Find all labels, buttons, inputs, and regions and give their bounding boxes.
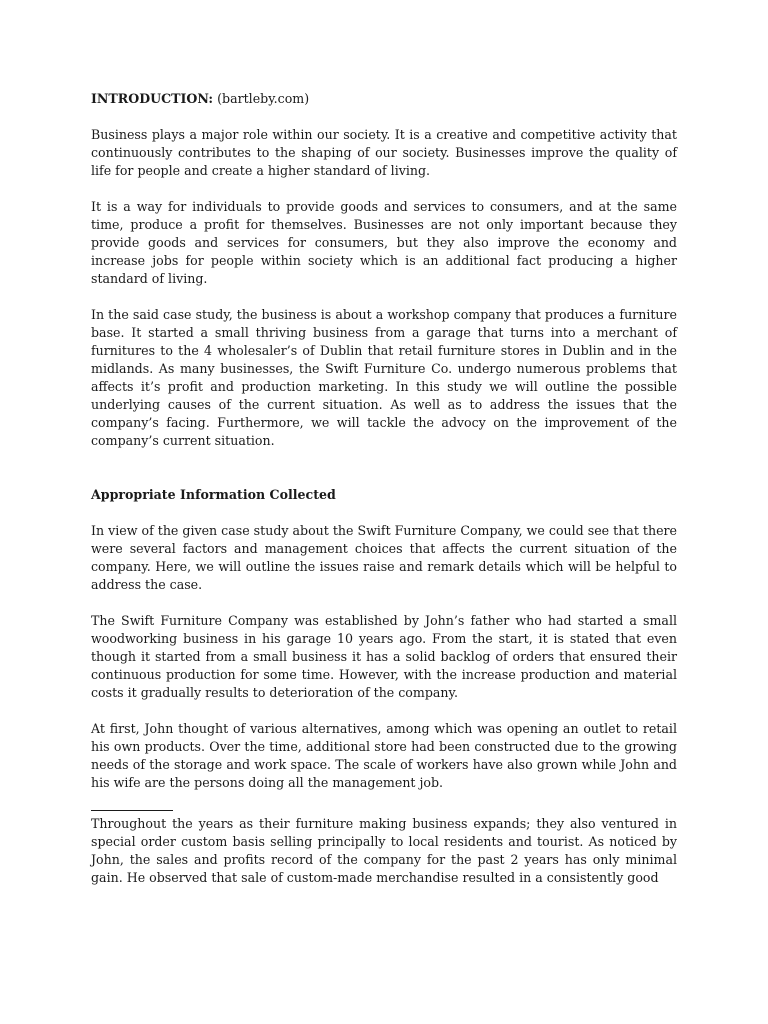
introduction-heading	[91, 90, 677, 108]
spacer	[91, 504, 677, 522]
intro-paragraph-3: In the said case study, the business is about a workshop company that produces a furniture base. It started a small thriving business from a garage that turns into a merchant of furnitures to the 4 wholesaler’s of Dublin that retail furniture stores in Dublin and in the midlands. As many businesses, the Swift Furniture Co. undergo numerous problems that affects it’s profit and production marketing. In this study we will outline the possible underlying causes of the current situation. As well as to address the issues that the company’s facing. Furthermore, we will tackle the advocy on the improvement of the company’s current situation.	[91, 307, 677, 448]
spacer	[91, 702, 677, 720]
document-page	[91, 90, 677, 887]
spacer	[91, 180, 677, 198]
intro-paragraph-2: It is a way for individuals to provide goods and services to consumers, and at the same time, produce a profit for themselves. Businesses are not only important because they provide goods and services for consumers, but they also improve the economy and increase jobs for people within society which is an additional fact producing a higher standard of living.	[91, 199, 677, 286]
intro-paragraph-1: Business plays a major role within our society. It is a creative and competitive activity that continuously contributes to the shaping of our society. Businesses improve the quality of life for people and create a higher standard of living.	[91, 127, 677, 178]
section-paragraph-1: In view of the given case study about the Swift Furniture Company, we could see that there were several factors and management choices that affects the current situation of the company. Here, we will outline the issues raise and remark details which will be helpful to address the case.	[91, 523, 677, 592]
section-paragraph-2: The Swift Furniture Company was established by John’s father who had started a small woodworking business in his garage 10 years ago. From the start, it is stated that even though it started from a small business it has a solid backlog of orders that ensured their continuous production for some time. However, with the increase production and material costs it gradually results to deterioration of the company.	[91, 613, 677, 700]
footnote-paragraph: Throughout the years as their furniture making business expands; they also ventured in special order custom basis selling principally to local residents and tourist. As noticed by John, the sales and profits record of the company for the past 2 years has only minimal gain. He observed that sale of custom-made merchandise resulted in a consistently good	[91, 816, 677, 885]
spacer	[91, 450, 677, 486]
introduction-source: (bartleby.com)	[213, 91, 310, 106]
introduction-label: INTRODUCTION:	[91, 91, 214, 106]
spacer	[91, 594, 677, 612]
spacer	[91, 288, 677, 306]
footnote-divider	[91, 810, 173, 811]
section-heading: Appropriate Information Collected	[91, 487, 336, 502]
spacer	[91, 108, 677, 126]
section-paragraph-3: At first, John thought of various alternatives, among which was opening an outlet to retail his own products. Over the time, additional store had been constructed due to the growing needs of the storage and work space. The scale of workers have also grown while John and his wife are the persons doing all the management job.	[91, 721, 677, 790]
